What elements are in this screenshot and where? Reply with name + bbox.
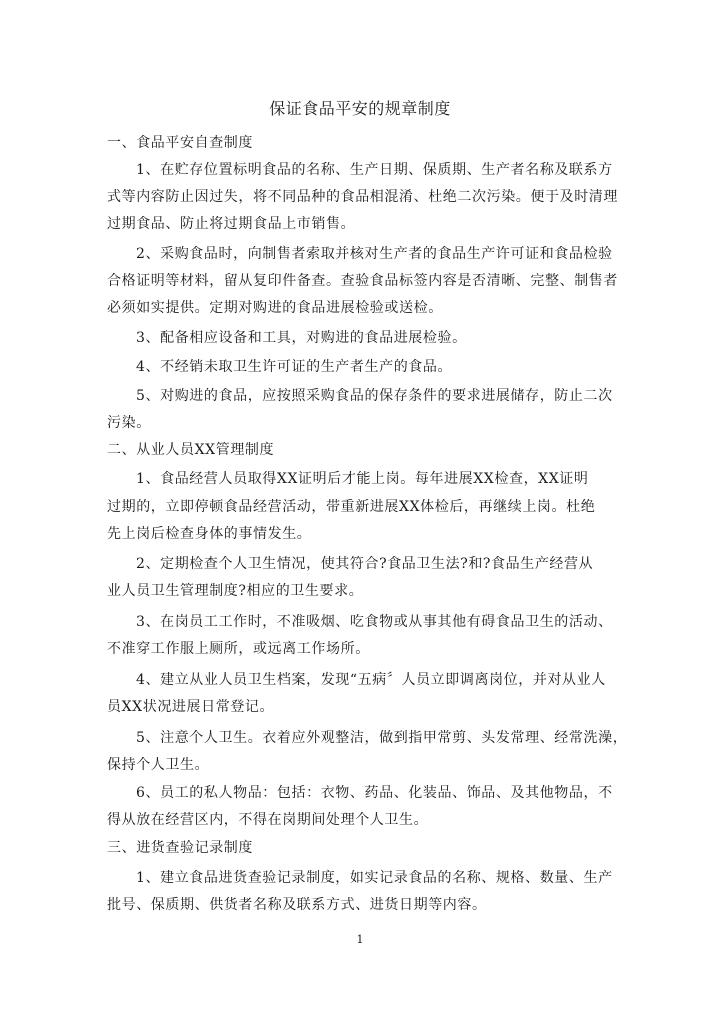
paragraph-line: 1、在贮存位置标明食品的名称、生产日期、保质期、生产者名称及联系方 bbox=[136, 162, 613, 178]
paragraph-line: 4、不经销未取卫生许可证的生产者生产的食品。 bbox=[136, 359, 453, 375]
paragraph-line: 得从放在经营区内，不得在岗期间处理个人卫生。 bbox=[107, 812, 429, 828]
paragraph-line: 1、食品经营人员取得XX证明后才能上岗。每年进展XX检查，XX证明 bbox=[136, 471, 589, 487]
paragraph-line: 2、定期检查个人卫生情况，使其符合?食品卫生法?和?食品生产经营从 bbox=[136, 556, 594, 572]
paragraph-line: 2、采购食品时，向制售者索取并核对生产者的食品生产许可证和食品检验 bbox=[136, 246, 613, 262]
paragraph-line: 不准穿工作服上厕所，或远离工作场所。 bbox=[107, 641, 370, 657]
paragraph-line: 过期食品、防止将过期食品上市销售。 bbox=[107, 216, 356, 232]
paragraph-line: 先上岗后检查身体的事情发生。 bbox=[107, 526, 312, 542]
section-3-heading: 三、进货查验记录制度 bbox=[107, 840, 253, 856]
paragraph-line: 合格证明等材料，留从复印件备查。查验食品标签内容是否清晰、完整、制售者 bbox=[107, 273, 618, 289]
page-number: 1 bbox=[356, 933, 364, 946]
paragraph-line: 必须如实提供。定期对购进的食品进展检验或送检。 bbox=[107, 300, 443, 316]
paragraph-line: 保持个人卫生。 bbox=[107, 757, 210, 773]
section-1-heading: 一、食品平安自查制度 bbox=[107, 135, 253, 151]
paragraph-line: 员XX状况进展日常登记。 bbox=[107, 699, 275, 715]
paragraph-line: 5、注意个人卫生。衣着应外观整洁，做到指甲常剪、头发常理、经常洗澡， bbox=[136, 730, 628, 746]
paragraph-line: 5、对购进的食品，应按照采购食品的保存条件的要求进展储存，防止二次 bbox=[136, 388, 613, 404]
paragraph-line: 业人员卫生管理制度?相应的卫生要求。 bbox=[107, 583, 364, 599]
paragraph-line: 3、在岗员工工作时，不准吸烟、吃食物或从事其他有碍食品卫生的活动、 bbox=[136, 614, 613, 630]
paragraph-line: 3、配备相应设备和工具，对购进的食品进展检验。 bbox=[136, 330, 467, 346]
paragraph-line: 批号、保质期、供货者名称及联系方式、进货日期等内容。 bbox=[107, 897, 487, 913]
paragraph-line: 1、建立食品进货查验记录制度，如实记录食品的名称、规格、数量、生产 bbox=[136, 870, 613, 886]
paragraph-line: 式等内容防止因过失，将不同品种的食品相混淆、杜绝二次污染。便于及时清理 bbox=[107, 189, 618, 205]
paragraph-line: 4、建立从业人员卫生档案，发现“五病〞人员立即调离岗位，并对从业人 bbox=[136, 672, 606, 688]
section-2-heading: 二、从业人员XX管理制度 bbox=[107, 442, 275, 458]
paragraph-line: 污染。 bbox=[107, 415, 151, 431]
paragraph-line: 6、员工的私人物品：包括：衣物、药品、化装品、饰品、及其他物品，不 bbox=[136, 785, 613, 801]
document-title: 保证食品平安的规章制度 bbox=[269, 99, 451, 118]
paragraph-line: 过期的，立即停顿食品经营活动，带重新进展XX体检后，再继续上岗。杜绝 bbox=[107, 499, 596, 515]
